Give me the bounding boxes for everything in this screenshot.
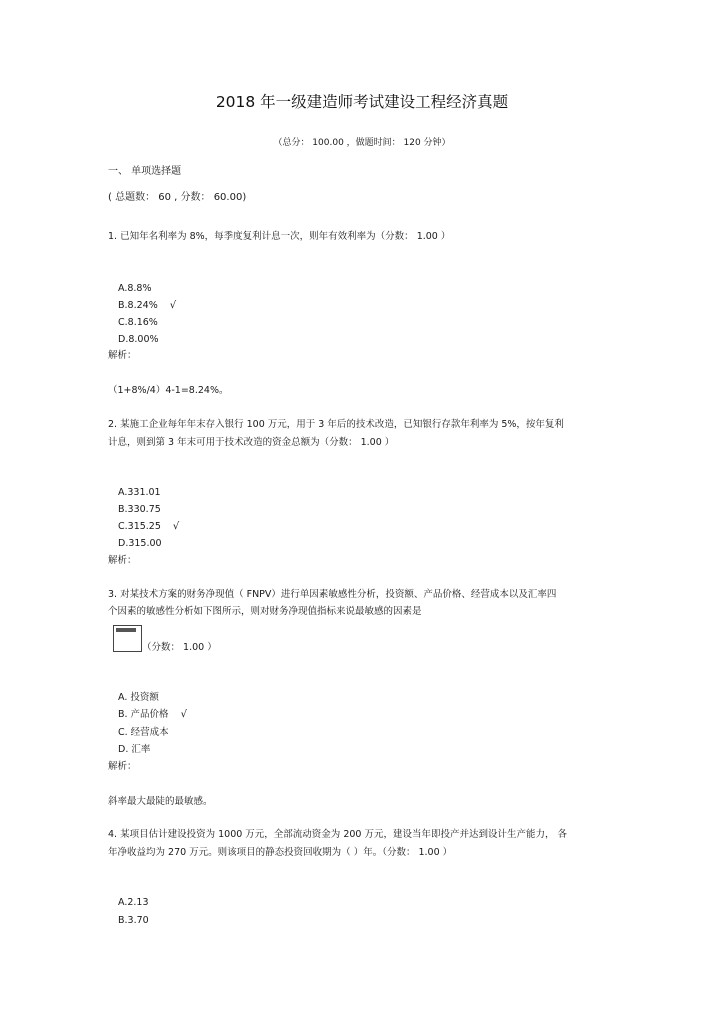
correct-checkmark: √	[169, 300, 177, 311]
page-title: 2018 年一级建造师考试建设工程经济真题	[215, 93, 509, 111]
question-2-line2: 计息，则到第 3 年末可用于技术改造的资金总额为（分数： 1.00 ）	[108, 437, 395, 448]
question-2-line1: 2. 某施工企业每年年末存入银行 100 万元，用于 3 年后的技术改造，已知银行存款年利率为 5%，按年复利	[108, 419, 564, 430]
q1-option-c: C.8.16%	[118, 317, 158, 328]
q1-option-b	[108, 300, 176, 312]
q1-analysis-label: 解析：	[108, 350, 137, 361]
question-3-line2: 个因素的敏感性分析如下图所示，则对财务净现值指标来说最敏感的因素是	[108, 606, 422, 617]
q2-option-c	[108, 521, 179, 533]
q1-analysis: （1+8%/4）4-1=8.24%。	[108, 385, 229, 396]
q4-option-a: A.2.13	[118, 897, 149, 908]
q2-option-d: D.315.00	[118, 538, 162, 549]
question-3-line1: 3. 对某技术方案的财务净现值（ FNPV）进行单因素敏感性分析，投资额、产品价格、经营成本以及汇率四	[108, 589, 557, 600]
correct-checkmark: √	[180, 709, 187, 720]
q2-option-b: B.330.75	[118, 504, 161, 515]
q3-analysis: 斜率最大最陡的最敏感。	[108, 796, 213, 807]
exam-meta: （总分： 100.00 ，做题时间： 120 分钟）	[273, 138, 451, 148]
q3-option-b	[108, 709, 187, 721]
q3-option-d: D. 汇率	[118, 744, 151, 755]
sensitivity-chart-image	[113, 625, 142, 652]
q2-analysis-label: 解析：	[108, 555, 137, 566]
question-1-text: 1. 已知年名利率为 8%，每季度复利计息一次，则年有效利率为（分数： 1.00 ）	[108, 231, 451, 242]
option-label: B. 产品价格	[118, 709, 169, 720]
q4-option-b: B.3.70	[118, 915, 149, 926]
q1-option-a: A.8.8%	[118, 283, 152, 294]
q3-analysis-label: 解析：	[108, 761, 137, 772]
q2-option-a: A.331.01	[118, 487, 161, 498]
question-4-line1: 4. 某项目估计建设投资为 1000 万元，全部流动资金为 200 万元，建设当年即投产并达到设计生产能力， 各	[108, 829, 567, 840]
question-4-line2: 年净收益均为 270 万元。则该项目的静态投资回收期为（ ）年。（分数： 1.00 ）	[108, 847, 453, 858]
option-label: C.315.25	[118, 521, 161, 532]
q3-option-a: A. 投资额	[118, 692, 159, 703]
section-heading: 一、 单项选择题	[108, 166, 182, 177]
section-info: ( 总题数： 60 , 分数： 60.00)	[108, 192, 247, 203]
q3-score: （分数： 1.00 ）	[142, 642, 217, 653]
q3-option-c: C. 经营成本	[118, 727, 169, 738]
q1-option-d: D.8.00%	[118, 334, 159, 345]
option-label: B.8.24%	[118, 300, 158, 311]
correct-checkmark: √	[172, 521, 180, 532]
